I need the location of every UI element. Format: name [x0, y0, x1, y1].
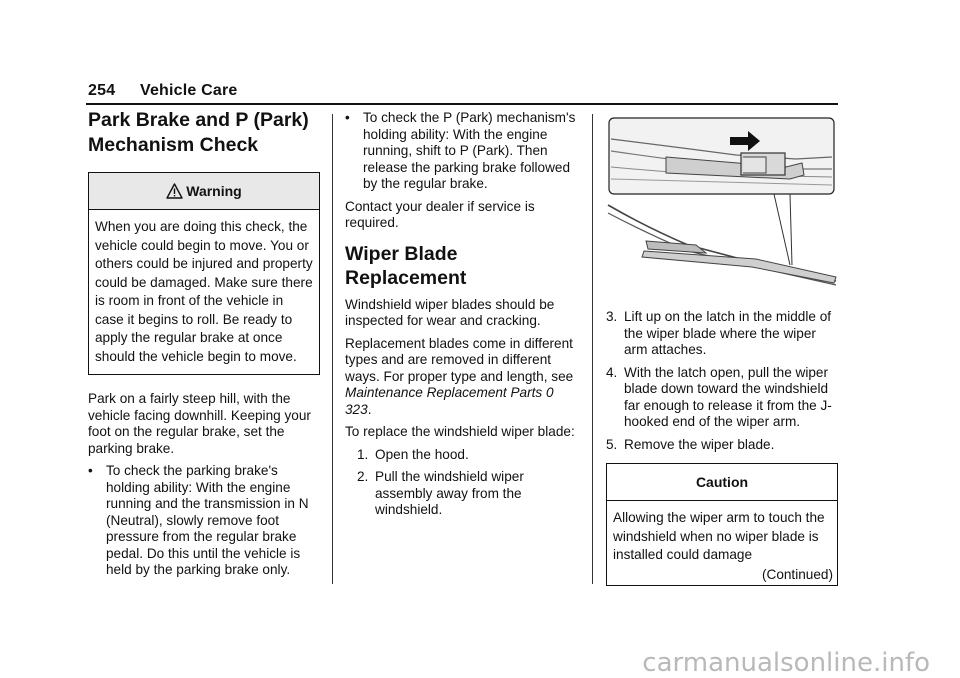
step-text: Remove the wiper blade.	[624, 436, 775, 452]
caution-box	[606, 463, 838, 586]
column-2	[345, 110, 577, 525]
step-number: 3.	[606, 309, 618, 324]
park-brake-heading-line2: Mechanism Check	[88, 134, 259, 156]
warning-box	[88, 172, 320, 375]
park-brake-heading-line1: Park Brake and P (Park)	[88, 109, 309, 131]
step-text: Open the hood.	[375, 446, 469, 462]
replacement-blades-body: Replacement blades come in different types and are removed in different ways. For proper type and length, see	[345, 335, 574, 384]
step-number: 4.	[606, 364, 618, 380]
bullet-marker: •	[345, 110, 350, 125]
caution-title: Caution	[607, 464, 837, 501]
wiper-heading: Wiper Blade Replacement	[345, 242, 467, 289]
step-3	[606, 309, 838, 359]
header-rule	[86, 103, 838, 105]
step-5	[606, 437, 838, 454]
bullet-text: To check the P (Park) mechanism's holding ability: With the engine running, shift to P (Park). Then release the parking brake followed by the regular brake.	[363, 110, 576, 191]
contact-dealer-text: Contact your dealer if service is required.	[345, 198, 535, 230]
step-number: 5.	[606, 436, 618, 452]
step-number: 2.	[357, 469, 369, 484]
bullet-marker: •	[88, 463, 93, 478]
watermark-text: carmanualsonline.info	[642, 648, 930, 678]
step-1	[345, 447, 577, 464]
column-divider-1	[332, 114, 333, 584]
warning-header	[89, 173, 319, 210]
column-divider-2	[592, 114, 593, 584]
replacement-blades-text	[345, 336, 577, 419]
step-text: With the latch open, pull the wiper blade down toward the windshield far enough to release it from the J-hooked end of the wiper arm.	[624, 364, 832, 429]
warning-title: Warning	[186, 183, 242, 199]
page-number: 254	[88, 82, 116, 99]
bullet-parking-brake-check	[88, 463, 320, 579]
step-text: Pull the windshield wiper assembly away from the windshield.	[375, 469, 524, 517]
section-title: Vehicle Care	[139, 82, 238, 99]
step-text: Lift up on the latch in the middle of the wiper blade where the wiper arm attaches.	[624, 309, 832, 357]
continued-label: (Continued)	[761, 566, 833, 582]
maintenance-parts-link[interactable]: Maintenance Replacement Parts	[345, 385, 543, 400]
column-1	[88, 108, 320, 585]
replace-intro-text: To replace the windshield wiper blade:	[345, 424, 575, 439]
period: .	[367, 401, 372, 417]
step-2	[345, 469, 577, 519]
park-instructions: Park on a fairly steep hill, with the vehicle facing downhill. Keeping your foot on the regular brake, set the parking brake.	[88, 391, 311, 456]
bullet-park-mechanism-check	[345, 110, 577, 193]
column-3	[606, 117, 838, 586]
wiper-latch-illustration	[606, 117, 838, 287]
bullet-text: To check the parking brake's holding ability: With the engine running and the transmission in N (Neutral), slowly remove foot pressure from the regular brake pedal. Do this until the vehicle is held by the parking brake only.	[106, 463, 309, 577]
caution-body: Allowing the wiper arm to touch the windshield when no wiper blade is installed could damage	[613, 510, 825, 562]
park-brake-heading	[88, 108, 320, 158]
wiper-inspect-text: Windshield wiper blades should be inspected for wear and cracking.	[345, 296, 555, 328]
step-number: 1.	[357, 446, 369, 462]
page-header	[88, 82, 238, 100]
warning-body: When you are doing this check, the vehicle could begin to move. You or others could be injured and property could be damaged. Make sure there is room in front of the vehicle in case it begins to roll. Be ready to apply the regular brake at once should the vehicle begin to move.	[95, 219, 313, 364]
page-reference[interactable]: 0 323	[345, 385, 554, 417]
warning-triangle-icon	[166, 176, 183, 212]
step-4	[606, 365, 838, 431]
